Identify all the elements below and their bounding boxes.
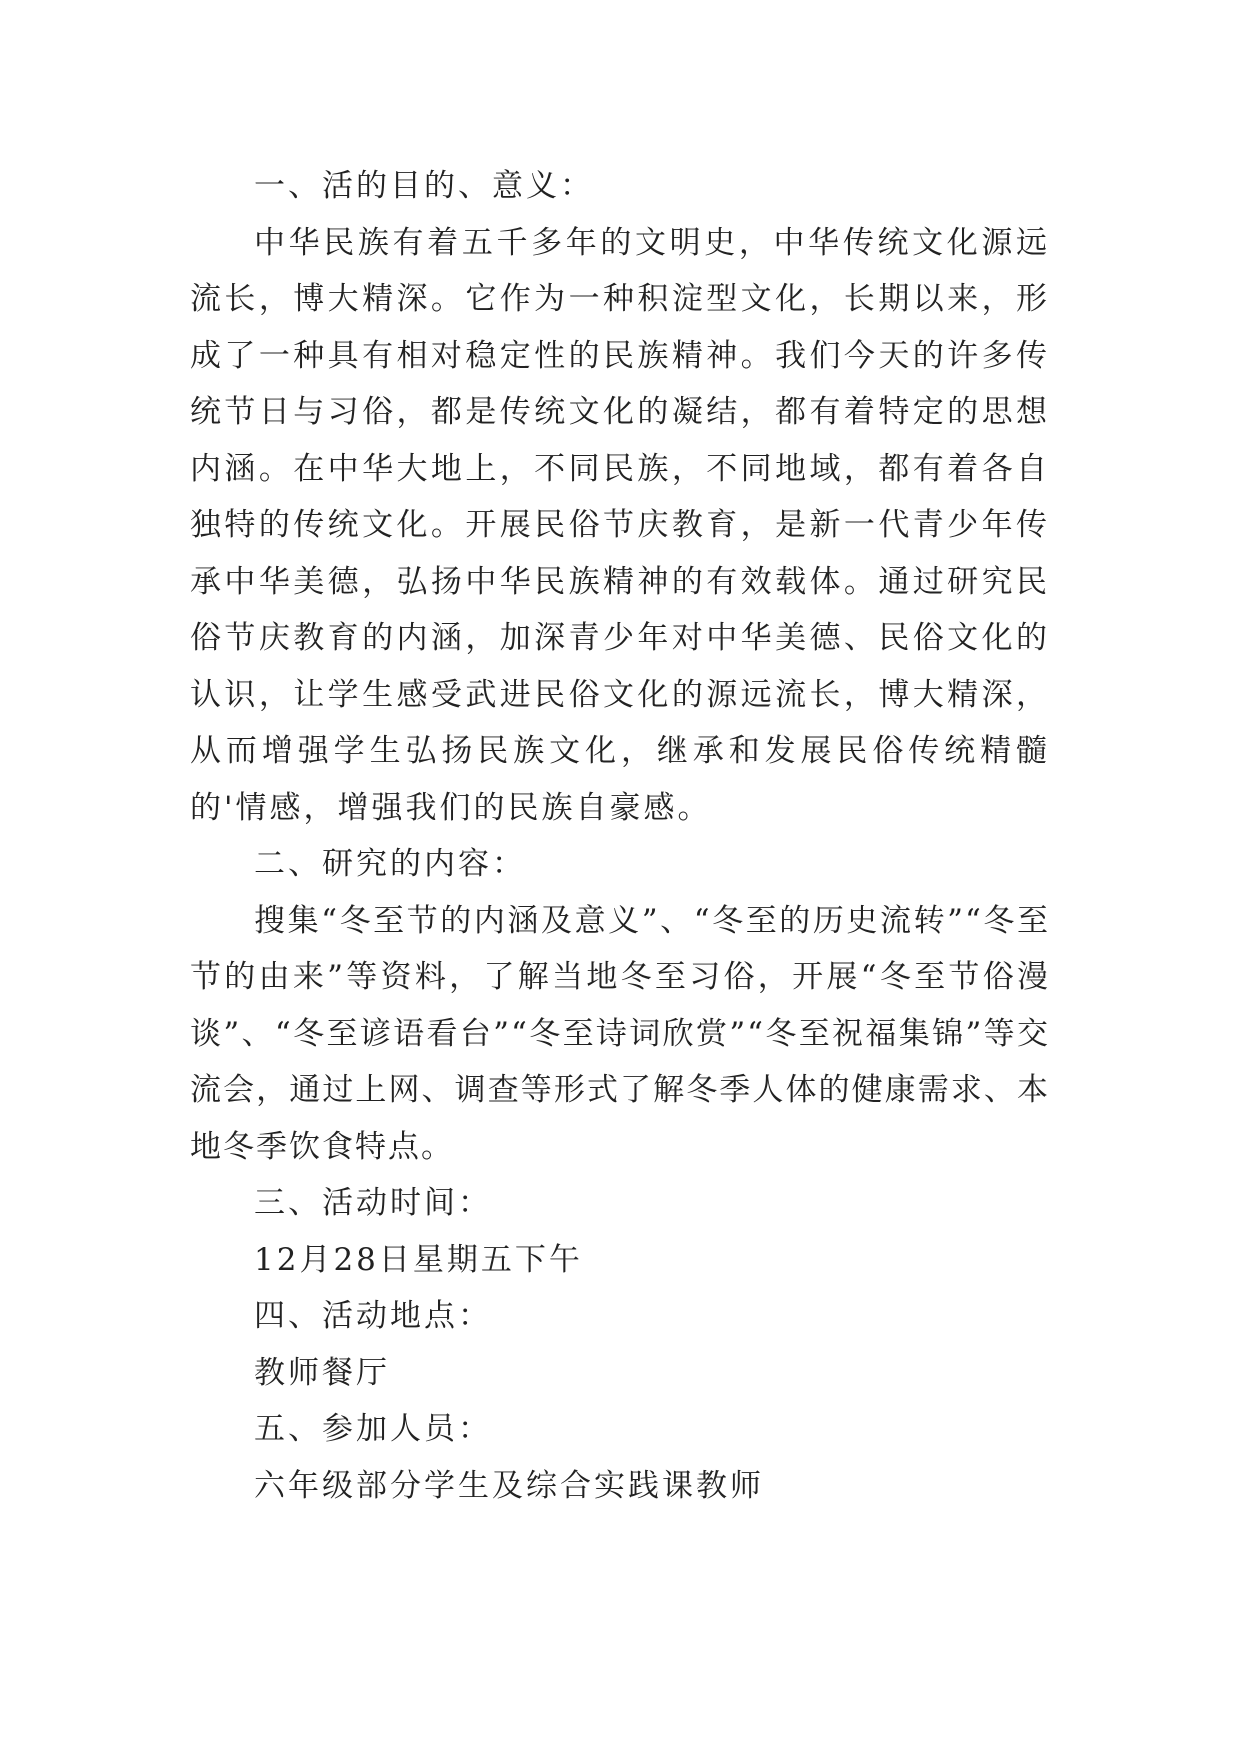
section-heading-content: 二、研究的内容： <box>254 846 526 882</box>
section-body-time: 12月28日星期五下午 <box>254 1241 583 1278</box>
section-heading-time: 三、活动时间： <box>254 1185 492 1221</box>
document-body <box>190 158 1050 1514</box>
section-body-content: 搜集“冬至节的内涵及意义”、“冬至的历史流转”“冬至节的由来”等资料，了解当地冬至习俗，开展“冬至节俗漫谈”、“冬至谚语看台”“冬至诗词欣赏”“冬至祝福集锦”等交流会，通过上网、调查等形式了解冬季人体的健康需求、本地冬季饮食特点。 <box>190 902 1050 1165</box>
section-body-purpose: 中华民族有着五千多年的文明史，中华传统文化源远流长，博大精深。它作为一种积淀型文化，长期以来，形成了一种具有相对稳定性的民族精神。我们今天的许多传统节日与习俗，都是传统文化的凝结，都有着特定的思想内涵。在中华大地上，不同民族，不同地域，都有着各自独特的传统文化。开展民俗节庆教育，是新一代青少年传承中华美德，弘扬中华民族精神的有效载体。通过研究民俗节庆教育的内涵，加深青少年对中华美德、民俗文化的认识，让学生感受武进民俗文化的源远流长，博大精深，从而增强学生弘扬民族文化，继承和发展民俗传统精髓的'情感，增强我们的民族自豪感。 <box>190 224 1050 826</box>
section-body-location: 教师餐厅 <box>254 1354 390 1391</box>
section-heading-location: 四、活动地点： <box>254 1298 492 1334</box>
section-heading-purpose: 一、活的目的、意义： <box>254 168 594 204</box>
section-body-participants: 六年级部分学生及综合实践课教师 <box>254 1467 764 1504</box>
section-heading-participants: 五、参加人员： <box>254 1411 492 1447</box>
